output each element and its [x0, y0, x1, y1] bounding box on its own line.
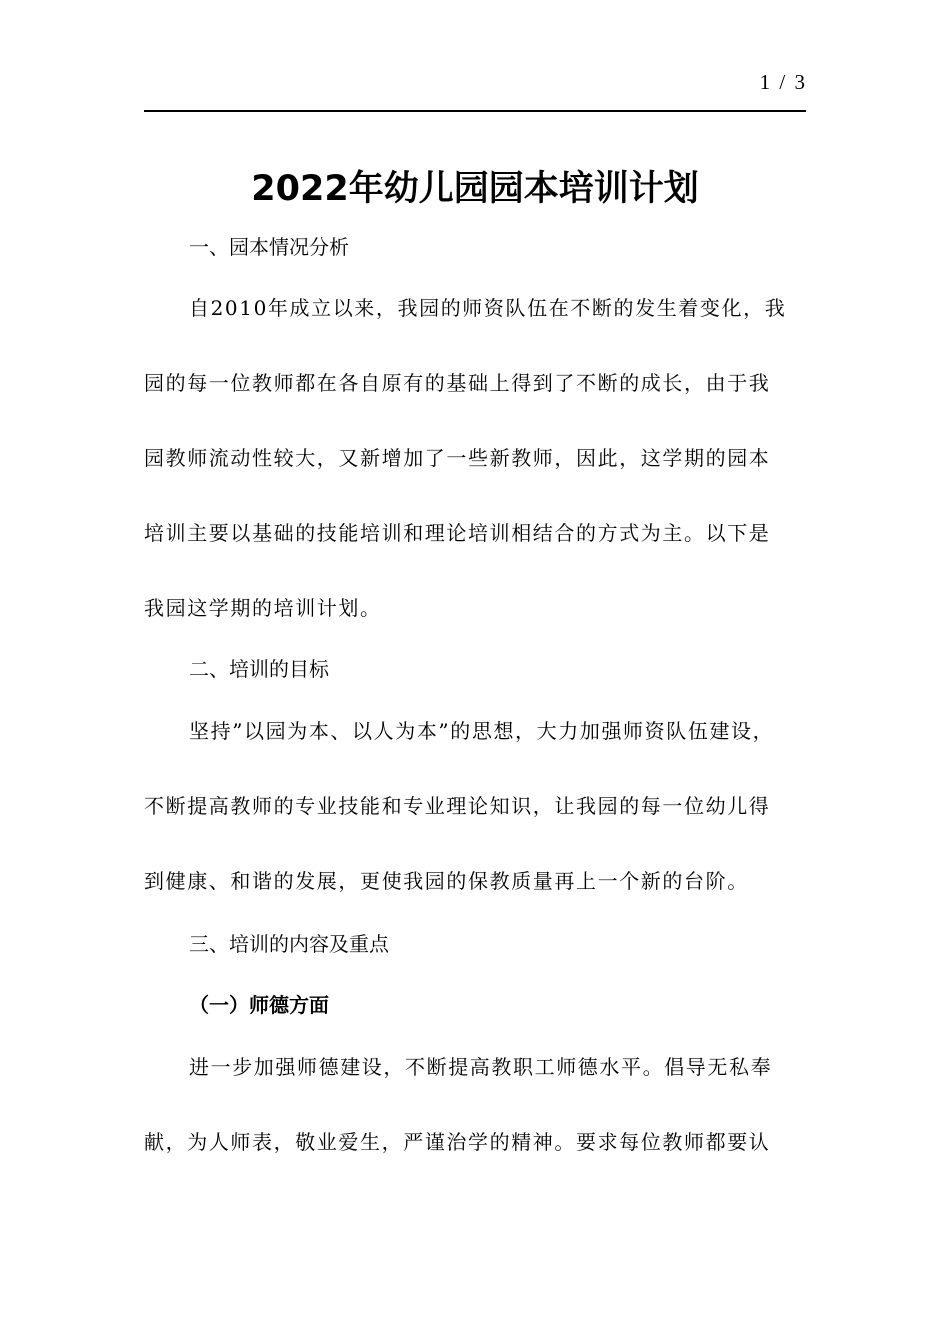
paragraph-line: 园的每一位教师都在各自原有的基础上得到了不断的成长，由于我 — [144, 371, 771, 395]
section-heading-1: 一、园本情况分析 — [189, 235, 349, 259]
paragraph-line: 到健康、和谐的发展，更使我园的保教质量再上一个新的台阶。 — [144, 869, 749, 893]
section-2-paragraph — [144, 694, 816, 919]
paragraph-line: 献，为人师表，敬业爱生，严谨治学的精神。要求每位教师都要认 — [144, 1130, 771, 1154]
subsection-heading: （一）师德方面 — [189, 993, 329, 1017]
header-rule — [144, 110, 806, 112]
paragraph-line: 不断提高教师的专业技能和专业理论知识，让我园的每一位幼儿得 — [144, 794, 771, 818]
section-3-paragraph — [144, 1030, 816, 1180]
section-1-paragraph — [144, 271, 816, 646]
paragraph-line: 我园这学期的培训计划。 — [144, 596, 382, 620]
section-heading-3: 三、培训的内容及重点 — [189, 932, 389, 956]
section-heading-2: 二、培训的目标 — [189, 657, 329, 681]
paragraph-line: 园教师流动性较大，又新增加了一些新教师，因此，这学期的园本 — [144, 446, 771, 470]
paragraph-line: 自2010年成立以来，我园的师资队伍在不断的发生着变化，我 — [189, 296, 787, 320]
page-number: 1 / 3 — [759, 70, 807, 94]
document-title: 2022年幼儿园园本培训计划 — [251, 169, 699, 209]
paragraph-line: 培训主要以基础的技能培训和理论培训相结合的方式为主。以下是 — [144, 521, 771, 545]
paragraph-line: 进一步加强师德建设，不断提高教职工师德水平。倡导无私奉 — [189, 1055, 773, 1079]
paragraph-line: 坚持”以园为本、以人为本”的思想，大力加强师资队伍建设， — [189, 719, 775, 743]
